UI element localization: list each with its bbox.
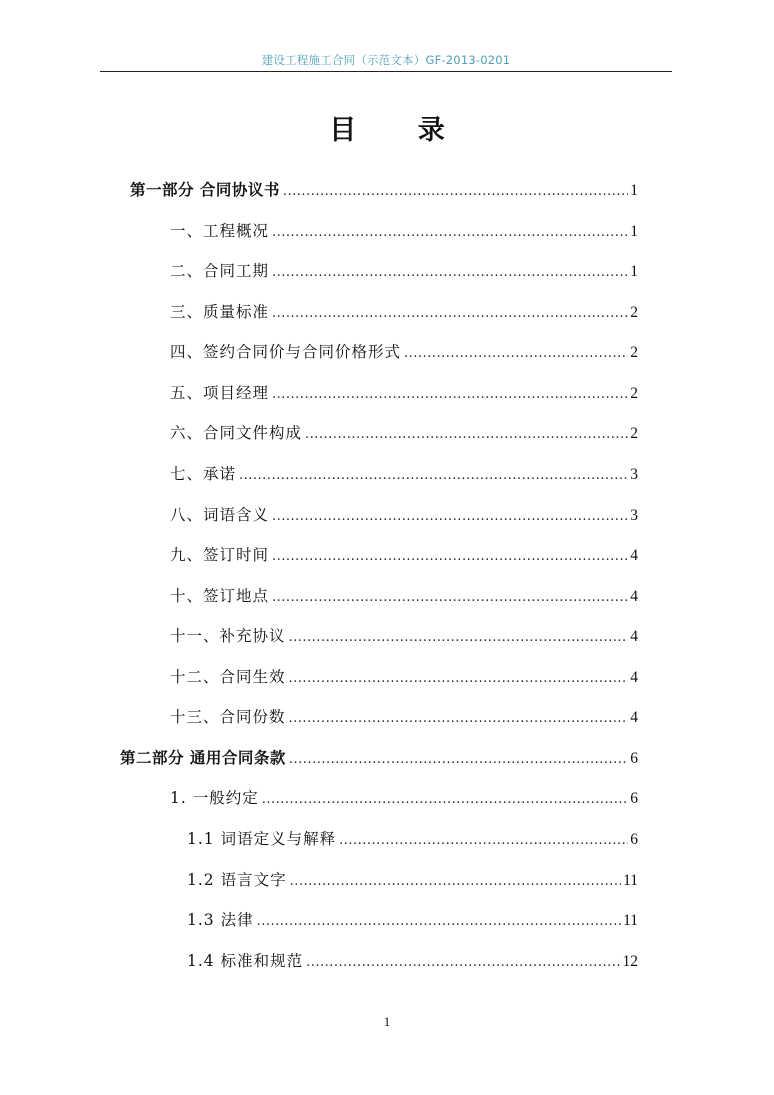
toc-entry[interactable]	[187, 827, 638, 851]
toc-entry-label: 十三、合同份数	[170, 708, 286, 726]
toc-entry-label: 二、合同工期	[170, 262, 270, 280]
running-header: 建设工程施工合同（示范文本）GF-2013-0201	[261, 53, 511, 67]
toc-page-number: 12	[622, 953, 638, 970]
toc-leader	[305, 423, 628, 447]
toc-leader	[404, 342, 628, 366]
toc-entry[interactable]	[170, 786, 638, 810]
toc-page-number: 6	[630, 790, 638, 807]
toc-leader	[272, 586, 628, 610]
header-rule	[100, 71, 672, 72]
toc-page-number: 6	[630, 750, 638, 767]
toc-entry-label: 七、承诺	[170, 465, 237, 483]
toc-page-number: 4	[630, 669, 638, 686]
toc-entry-label: 四、签约合同价与合同价格形式	[170, 343, 402, 361]
toc-leader	[262, 788, 629, 812]
toc-entry[interactable]	[170, 665, 638, 689]
toc-entry[interactable]	[120, 746, 638, 770]
toc-entry[interactable]	[130, 178, 638, 202]
toc-page-number: 6	[630, 831, 638, 848]
toc-entry[interactable]	[170, 259, 638, 283]
toc-entry-label: 1.3 法律	[187, 911, 254, 929]
toc-entry-label: 九、签订时间	[170, 546, 270, 564]
toc-leader	[272, 383, 628, 407]
toc-entry-label: 第一部分 合同协议书	[130, 181, 280, 199]
toc-entry-label: 十、签订地点	[170, 587, 270, 605]
page-number: 1	[383, 1014, 391, 1029]
toc-leader	[306, 951, 620, 975]
toc-page-number: 3	[630, 466, 638, 483]
toc-page-number: 3	[630, 507, 638, 524]
toc-entry-label: 五、项目经理	[170, 384, 270, 402]
toc-entry[interactable]	[187, 868, 638, 892]
toc-entry[interactable]	[170, 340, 638, 364]
toc-leader	[289, 748, 628, 772]
toc-entry-label: 十一、补充协议	[170, 627, 286, 645]
toc-leader	[272, 221, 628, 245]
toc-title: 目 录	[329, 115, 471, 146]
toc-entry[interactable]	[170, 381, 638, 405]
toc-page-number: 4	[630, 547, 638, 564]
toc-leader	[289, 707, 629, 731]
toc-page-number: 4	[630, 588, 638, 605]
toc-entry-label: 一、工程概况	[170, 222, 270, 240]
toc-page-number: 2	[630, 304, 638, 321]
toc-leader	[272, 545, 628, 569]
toc-entry[interactable]	[170, 503, 638, 527]
toc-entry[interactable]	[170, 219, 638, 243]
toc-page-number: 2	[630, 344, 638, 361]
toc-page-number: 2	[630, 425, 638, 442]
toc-page-number: 4	[630, 628, 638, 645]
toc-entry-label: 1.1 词语定义与解释	[187, 830, 337, 848]
toc-entry-label: 1. 一般约定	[170, 789, 259, 807]
toc-page-number: 11	[623, 912, 638, 929]
toc-entry-label: 三、质量标准	[170, 303, 270, 321]
toc-page-number: 1	[630, 223, 638, 240]
toc-entry[interactable]	[170, 705, 638, 729]
toc-leader	[272, 505, 628, 529]
toc-leader	[289, 626, 629, 650]
toc-leader	[272, 302, 628, 326]
toc-entry[interactable]	[170, 421, 638, 445]
toc-page-number: 1	[630, 263, 638, 280]
toc-leader	[239, 464, 628, 488]
toc-page-number: 11	[623, 872, 638, 889]
toc-leader	[272, 261, 628, 285]
toc-entry-label: 十二、合同生效	[170, 668, 286, 686]
toc-page-number: 1	[630, 182, 638, 199]
toc-entry[interactable]	[187, 908, 638, 932]
toc-leader	[283, 180, 628, 204]
toc-entry-label: 第二部分 通用合同条款	[120, 749, 286, 767]
toc-entry-label: 六、合同文件构成	[170, 424, 303, 442]
toc-entry[interactable]	[170, 624, 638, 648]
toc-entry-label: 1.4 标准和规范	[187, 952, 304, 970]
toc-page-number: 4	[630, 709, 638, 726]
toc-page-number: 2	[630, 385, 638, 402]
toc-entry-label: 1.2 语言文字	[187, 871, 287, 889]
toc-leader	[339, 829, 628, 853]
toc-entry[interactable]	[187, 949, 638, 973]
toc-leader	[290, 870, 621, 894]
toc-leader	[289, 667, 629, 691]
toc-leader	[257, 910, 621, 934]
toc-entry[interactable]	[170, 584, 638, 608]
toc-entry[interactable]	[170, 543, 638, 567]
toc-entry-label: 八、词语含义	[170, 506, 270, 524]
toc-entry[interactable]	[170, 462, 638, 486]
toc-entry[interactable]	[170, 300, 638, 324]
